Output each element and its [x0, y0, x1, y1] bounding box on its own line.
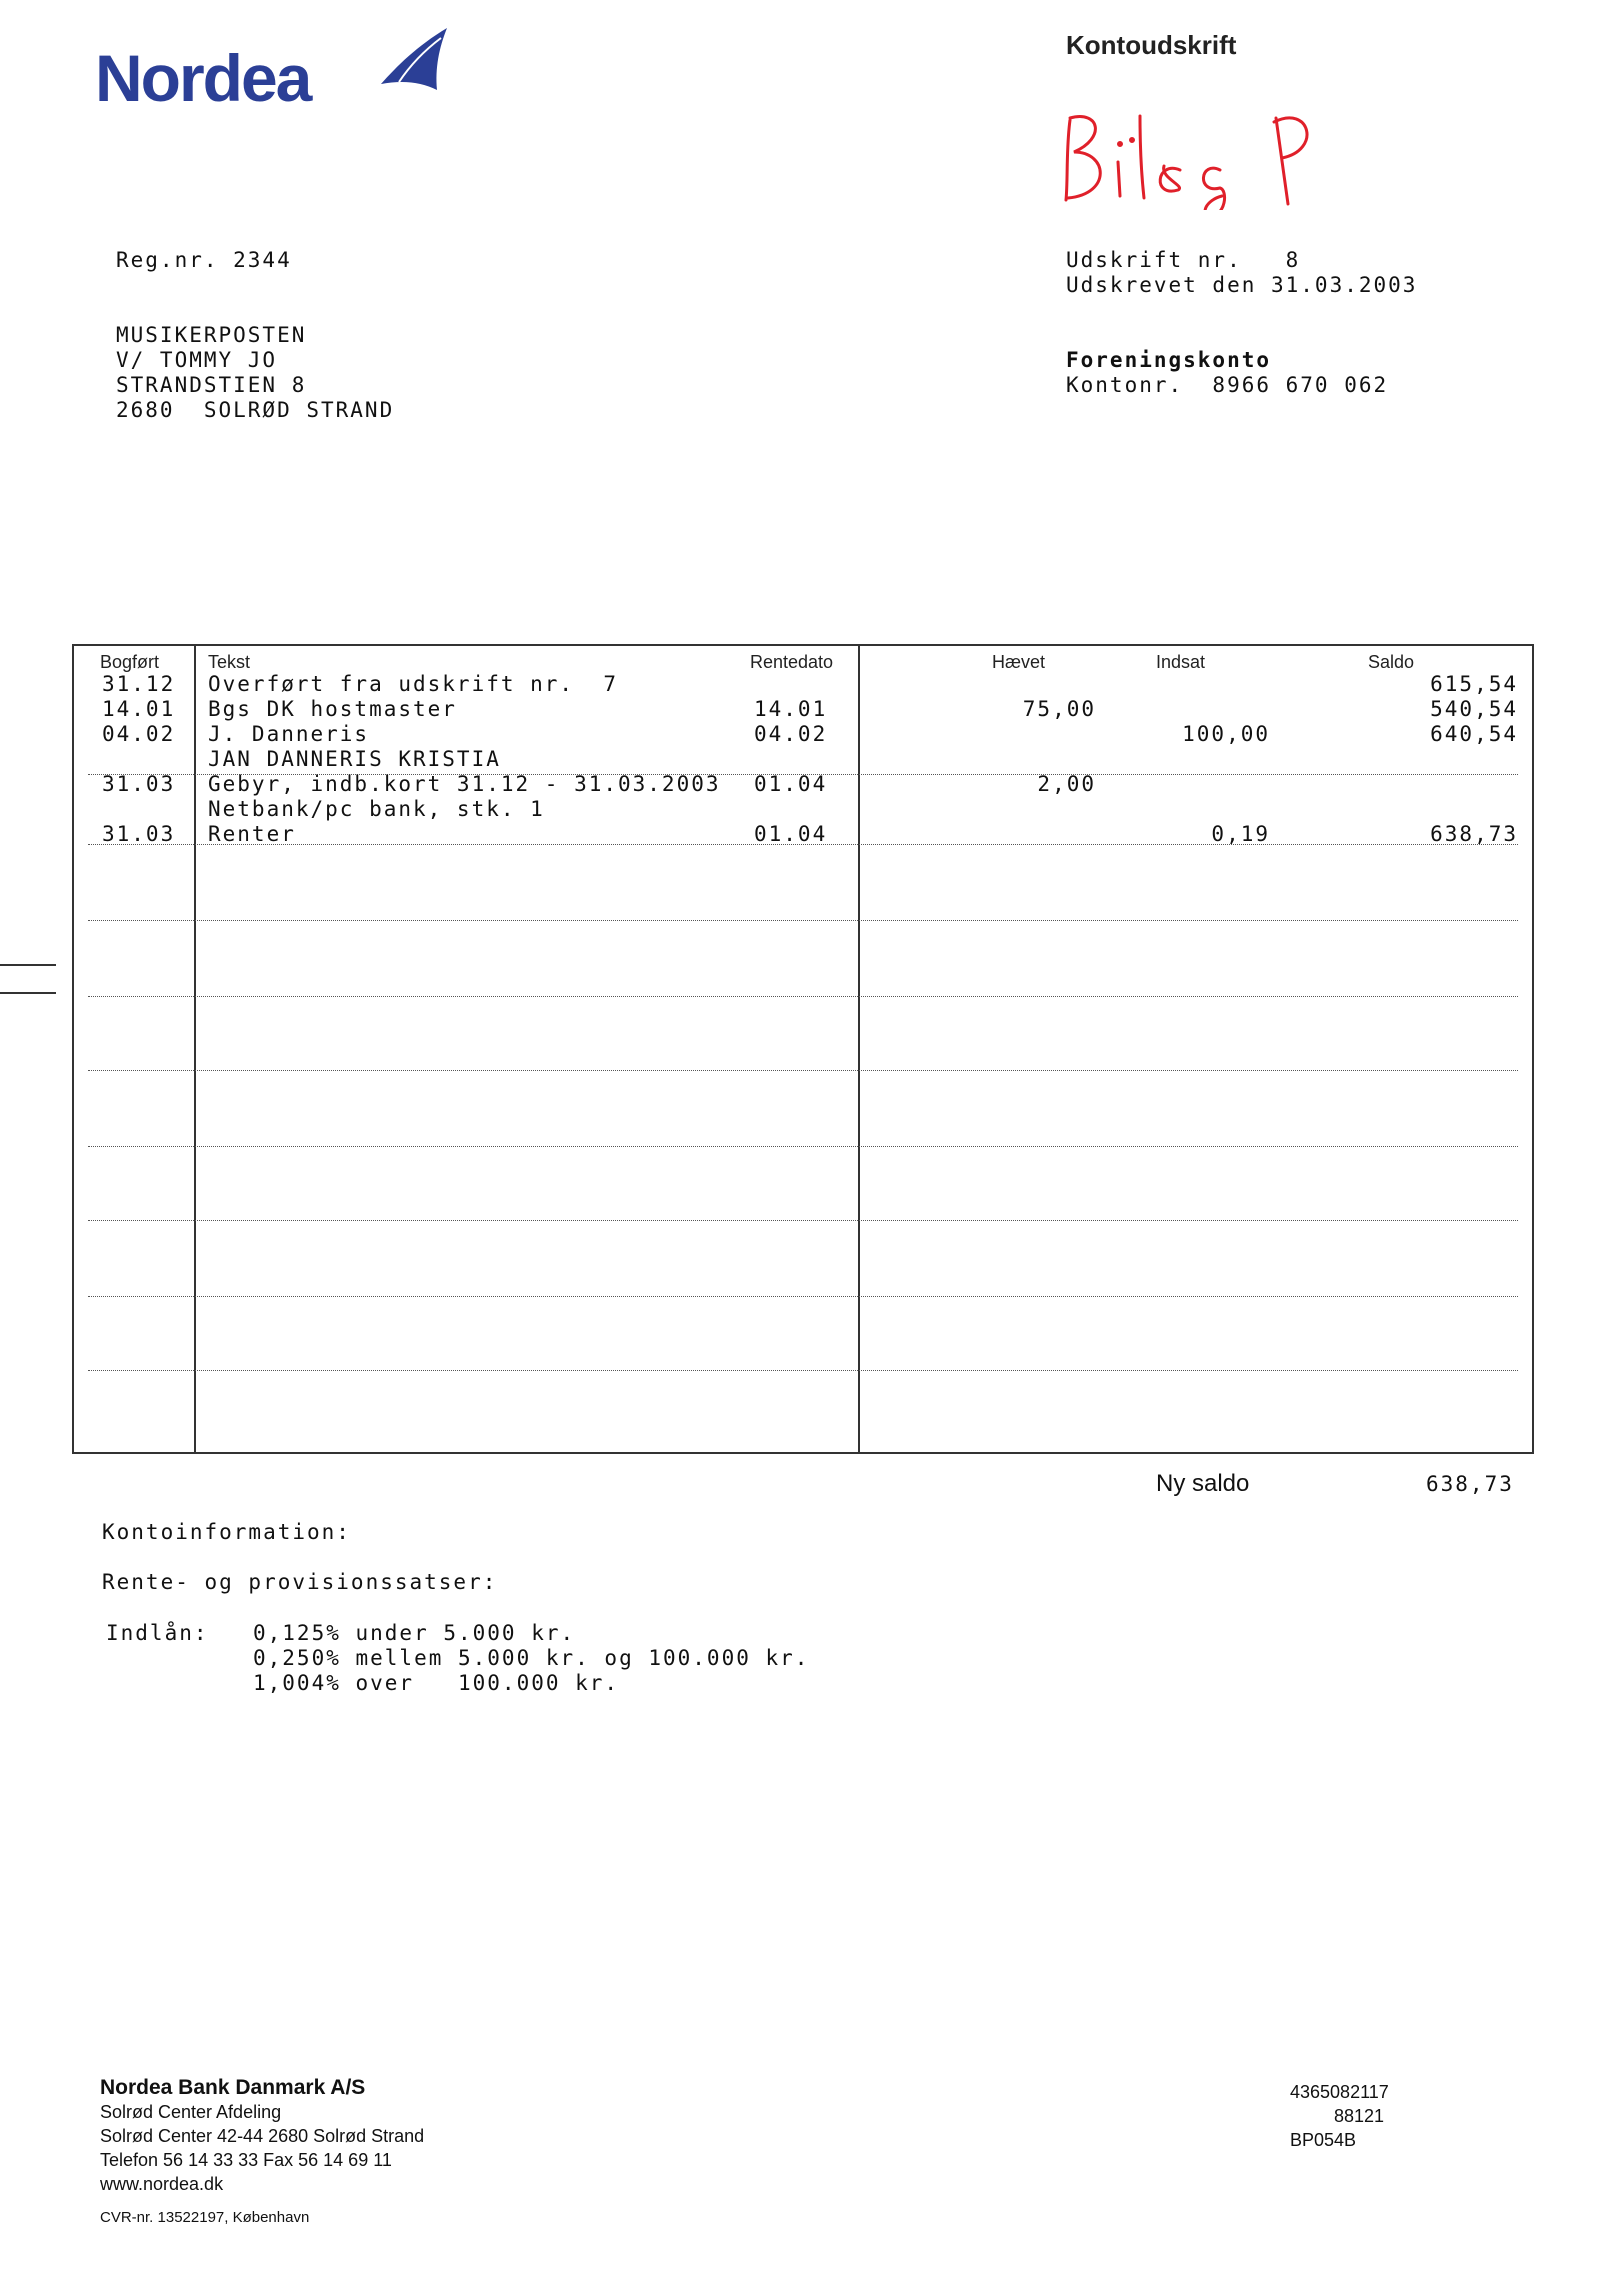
document-title: Kontoudskrift [1066, 30, 1237, 60]
cell-tekst: Bgs DK hostmaster [208, 697, 457, 721]
cell-bogfort: 31.12 [102, 672, 176, 696]
transactions-table [72, 644, 1534, 1454]
udskrevet-date: Udskrevet den 31.03.2003 [1066, 273, 1418, 297]
code-line: 88121 [1334, 2106, 1385, 2126]
column-divider [858, 646, 860, 1452]
nordea-logo [95, 40, 310, 120]
cell-haevet: 2,00 [1037, 772, 1096, 796]
cell-tekst: JAN DANNERIS KRISTIA [208, 747, 501, 771]
footer-line: Telefon 56 14 33 33 Fax 56 14 69 11 [100, 2150, 392, 2170]
ny-saldo-value: 638,73 [1426, 1472, 1514, 1496]
cell-bogfort: 04.02 [102, 722, 176, 746]
cell-saldo: 540,54 [1430, 697, 1518, 721]
account-type: Foreningskonto [1066, 348, 1272, 372]
row-separator [88, 1070, 1518, 1071]
cell-rentedato: 14.01 [754, 697, 828, 721]
address-line: 2680 SOLRØD STRAND [116, 398, 395, 422]
cell-indsat: 100,00 [1182, 722, 1270, 746]
udskrift-nr: Udskrift nr. 8 [1066, 248, 1301, 272]
rates-list [253, 1621, 809, 1696]
rate-line: 1,004% over 100.000 kr. [253, 1671, 620, 1695]
cell-tekst: Gebyr, indb.kort 31.12 - 31.03.2003 [208, 772, 721, 796]
cell-rentedato: 04.02 [754, 722, 828, 746]
statement-info [1066, 248, 1417, 298]
reg-nr: Reg.nr. 2344 [116, 248, 292, 272]
cell-tekst: J. Danneris [208, 722, 370, 746]
header-tekst: Tekst [208, 652, 251, 672]
cell-rentedato: 01.04 [754, 822, 828, 846]
row-separator [88, 1146, 1518, 1147]
row-separator [88, 996, 1518, 997]
header-saldo: Saldo [1368, 652, 1415, 672]
address-line: STRANDSTIEN 8 [116, 373, 307, 397]
cvr-number: CVR-nr. 13522197, København [100, 2209, 310, 2226]
cell-bogfort: 31.03 [102, 822, 176, 846]
header-bogfort: Bogført [100, 652, 160, 672]
cell-saldo: 640,54 [1430, 722, 1518, 746]
cell-bogfort: 14.01 [102, 697, 176, 721]
footer-bank-info [100, 2076, 424, 2230]
rate-line: 0,125% under 5.000 kr. [253, 1621, 576, 1645]
code-line: 4365082117 [1290, 2082, 1389, 2102]
footer-line: Solrød Center Afdeling [100, 2102, 282, 2122]
header-rentedato: Rentedato [750, 652, 834, 672]
cell-indsat: 0,19 [1211, 822, 1270, 846]
cell-haevet: 75,00 [1022, 697, 1096, 721]
header-haevet: Hævet [992, 652, 1046, 672]
row-separator [88, 920, 1518, 921]
header-indsat: Indsat [1156, 652, 1206, 672]
account-number: Kontonr. 8966 670 062 [1066, 373, 1389, 397]
handwritten-note-bilag-p [1060, 100, 1320, 210]
row-separator [88, 844, 1518, 845]
row-separator [88, 1296, 1518, 1297]
cell-tekst: Overført fra udskrift nr. 7 [208, 672, 619, 696]
footer-codes [1290, 2080, 1389, 2152]
address-block [116, 323, 394, 423]
cell-tekst: Renter [208, 822, 296, 846]
footer-line: Solrød Center 42-44 2680 Solrød Strand [100, 2126, 425, 2146]
cell-rentedato: 01.04 [754, 772, 828, 796]
bank-name: Nordea Bank Danmark A/S [100, 2076, 366, 2099]
cell-saldo: 615,54 [1430, 672, 1518, 696]
fold-mark [0, 992, 56, 994]
sail-icon [377, 26, 449, 96]
row-separator [88, 1220, 1518, 1221]
footer-website: www.nordea.dk [100, 2174, 224, 2194]
ny-saldo-label: Ny saldo [1156, 1470, 1250, 1497]
indlaan-label: Indlån: [106, 1621, 209, 1645]
cell-saldo: 638,73 [1430, 822, 1518, 846]
account-info [1066, 348, 1388, 398]
rates-subtitle: Rente- og provisionssatser: [102, 1570, 498, 1594]
logo-text: Nordea [95, 41, 311, 115]
cell-bogfort: 31.03 [102, 772, 176, 796]
address-line: V/ TOMMY JO [116, 348, 278, 372]
row-separator [88, 1370, 1518, 1371]
fold-mark [0, 964, 56, 966]
kontoinformation-title: Kontoinformation: [102, 1520, 351, 1544]
column-divider [194, 646, 196, 1452]
address-line: MUSIKERPOSTEN [116, 323, 307, 347]
cell-tekst: Netbank/pc bank, stk. 1 [208, 797, 545, 821]
rate-line: 0,250% mellem 5.000 kr. og 100.000 kr. [253, 1646, 810, 1670]
code-line: BP054B [1290, 2130, 1357, 2150]
